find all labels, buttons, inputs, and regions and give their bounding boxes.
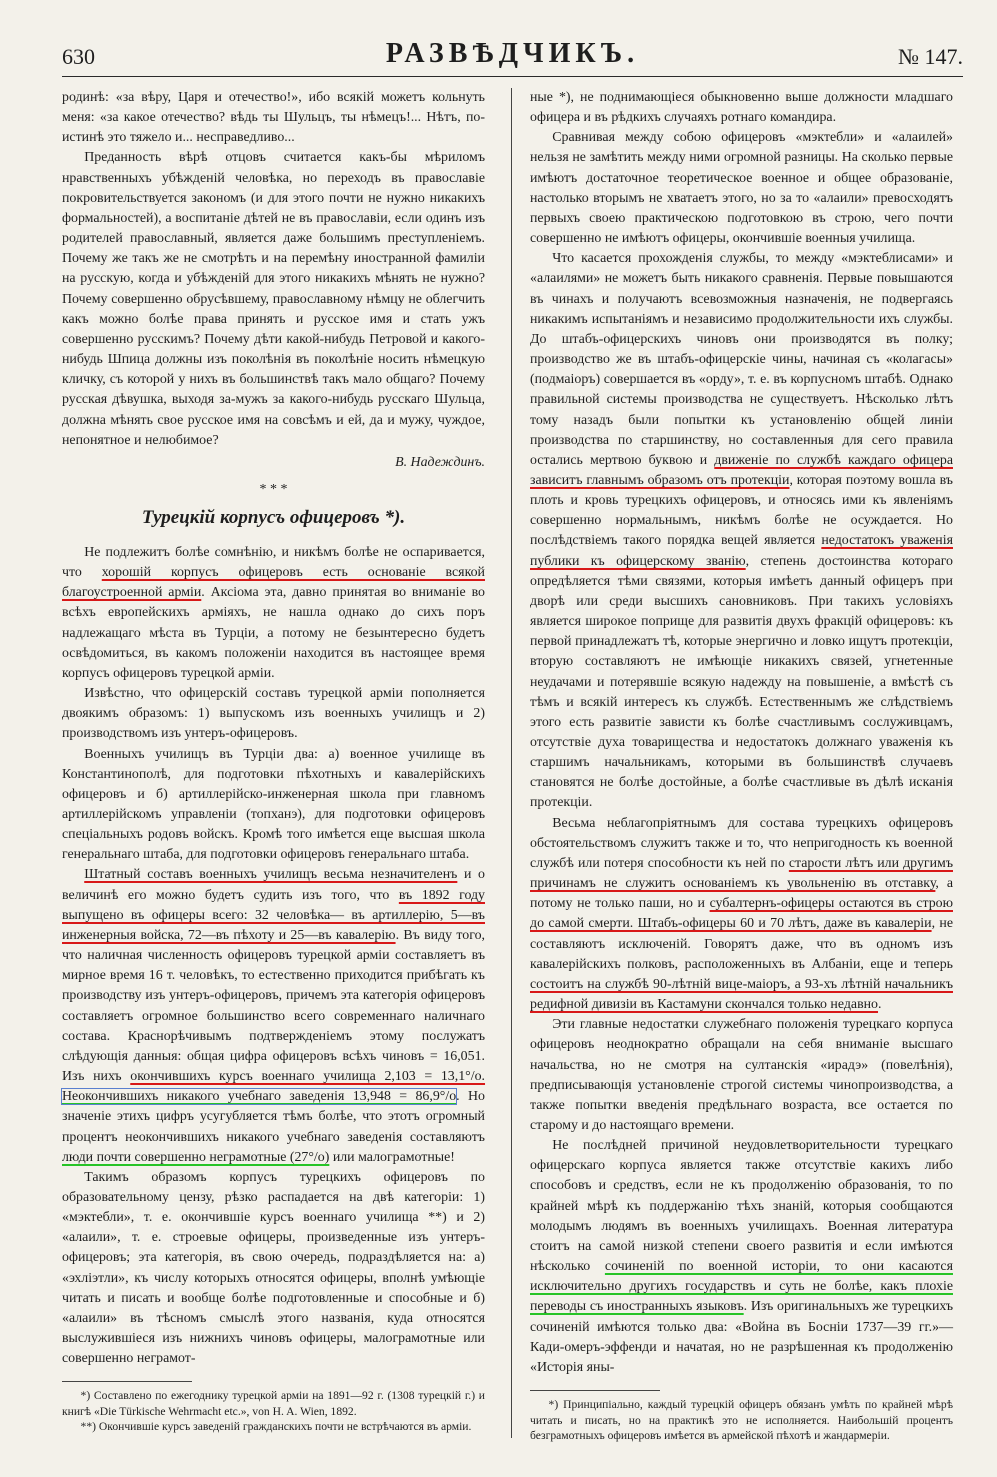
red-underline-highlight: состоитъ на службѣ 90-лѣтній вице-маіоръ, а 93-хъ лѣтній начальникъ редифной дивизіи въ Кастамуни скончался только недавно	[530, 976, 953, 1013]
paragraph: Штатный составъ военныхъ училищъ весьма незначителенъ и о величинѣ его можно будетъ судить изъ того, что въ 1892 году выпущено въ офицеры всего: 32 человѣка— въ артиллерію, 5—въ инженерныя войска, 72—въ пѣхоту и 25—въ кавалерію. Въ виду того, что наличная численность офицеровъ турецкой арміи составляетъ въ мирное время 16 т. человѣкъ, то естественно приходится прибѣгать къ производству изъ унтеръ-офицеровъ, причемъ эта категорія офицеровъ составляетъ огромное большинство всего современнаго наличнаго состава. Краснорѣчивымъ подтвержденіемъ этому послужатъ слѣдующія данныя: общая цифра офицеровъ всѣхъ чиновъ = 16,051. Изъ нихъ окончившихъ курсъ военнаго училища 2,103 = 13,1°/о. Неокончившихъ никакого учебнаго заведенія 13,948 = 86,9°/о. Но значеніе этихъ цифръ усугубляется тѣмъ болѣе, что этотъ огромный процентъ неокончившихъ никакого учебнаго заведенія составляютъ люди почти совершенно неграмотные (27°/о) или малограмотные!	[62, 867, 486, 1165]
footnote: *) Принципіально, каждый турецкій офицеръ обязанъ умѣть по крайней мѣрѣ читать и писать, но на практикѣ это не исполняется. Наибольшій процентъ безграмотныхъ офицеровъ имѣется въ армейской пѣхотѣ и жандармеріи.	[530, 1398, 953, 1442]
paragraph: Эти главные недостатки служебнаго положенія турецкаго корпуса офицеровъ неоднократно обращали на себя вниманіе высшаго начальства, но не смотря на султанскія «ирадэ» (повелѣнія), предписывающія установленіе строгой системы чинопроизводства, а также попытки введенія предѣльнаго возраста, все остается по старому и до настоящаго времени.	[530, 1017, 953, 1133]
paragraph: Весьма неблагопріятнымъ для состава турецкихъ офицеровъ обстоятельствомъ служитъ также и то, что непригодность къ военной службѣ или потеря способности къ ней по старости лѣтъ или другимъ причинамъ не служитъ основаніемъ къ увольненію въ отставку, а потому не только паши, но и субалтернъ-офицеры остаются въ строю до самой смерти. Штабъ-офицеры 60 и 70 лѣтъ, даже въ кавалеріи, не составляютъ исключеній. Говорятъ даже, что въ одномъ изъ кавалерійскихъ полковъ, расположенныхъ въ Албаніи, еще и теперь состоитъ на службѣ 90-лѣтній вице-маіоръ, а 93-хъ лѣтній начальникъ редифной дивизіи въ Кастамуни скончался только недавно.	[530, 815, 954, 1013]
issue-number: № 147.	[898, 44, 963, 69]
green-underline-highlight: люди почти совершенно неграмотные (27°/о)	[62, 1149, 330, 1165]
footnote-divider	[62, 1381, 192, 1382]
footnote: *) Составлено по ежегоднику турецкой арміи на 1891—92 г. (1308 турецкій г.) и книгѣ «Die Türkische Wehrmacht etc.», von H. A. Wien, 1892.	[62, 1389, 485, 1418]
right-column	[530, 88, 953, 1444]
column-divider	[511, 88, 512, 1438]
paragraph: Такимъ образомъ корпусъ турецкихъ офицеровъ по образовательному цензу, рѣзко распадается на двѣ категоріи: 1) «мэктебли», т. е. окончившіе курсъ военнаго училища **) и 2) «алаили», т. е. строевые офицеры, произведенные изъ унтеръ-офицеровъ; эта категорія, въ свою очередь, подраздѣляется на: а) «эхліэтли», къ числу которыхъ относятся офицеры, вполнѣ умѣющіе читать и писать и вообще болѣе подготовленные и способные и б) «алаили» въ тѣсномъ смыслѣ этого названія, куда относятся выслужившіеся изъ нижнихъ чиновъ офицеры, малограмотные или совершенно неграмот-	[62, 1169, 485, 1367]
page-header	[62, 36, 963, 77]
paragraph: Извѣстно, что офицерскій составъ турецкой арміи пополняется двоякимъ образомъ: 1) выпускомъ изъ военныхъ училищъ и 2) производствомъ изъ унтеръ-офицеровъ.	[62, 686, 485, 742]
red-underline-highlight: хорошій корпусъ офицеровъ есть основаніе всякой благоустроенной арміи	[62, 565, 485, 601]
journal-title: РАЗВѢДЧИКЪ.	[385, 38, 640, 69]
red-underline-highlight: субалтернъ-офицеры остаются въ строю до самой смерти. Штабъ-офицеры 60 и 70 лѣтъ, даже въ кавалеріи	[530, 896, 953, 932]
paragraph: Преданность вѣрѣ отцовъ считается какъ-бы мѣриломъ нравственныхъ убѣжденій человѣка, но переходъ въ православіе покровительствуется закономъ (и для этого почти не нужно никакихъ формальностей), а воспитаніе дѣтей не въ православіи, если одинъ изъ родителей православный, является даже большимъ преступленіемъ. Почему же такъ же не смотрѣть и на перемѣну иностранной фамиліи на русскую, когда и убѣжденій для этого никакихъ мѣнять не нужно? Почему совершенно обрусѣвшему, православному нѣмцу не облегчить какъ можно болѣе права принять и русское имя и стать ужъ совершенно русскимъ? Почему дѣти какой-нибудь Петровой и какого-нибудь Шпица должны изъ поколѣнія въ поколѣніе носить нѣмецкую кличку, съ которой у нихъ въ большинствѣ такъ мало общаго? Почему русская дѣвушка, выходя за-мужъ за какого-нибудь русскаго Шульца, должна мѣнять свое русское имя на совсѣмъ и ей, да и мужу, чуждое, непонятное и нелюбимое?	[62, 150, 485, 448]
green-underline-highlight: сочиненій по военной исторіи, то они касаются исключительно другихъ государствъ и суть не болѣе, какъ плохіе переводы съ иностранныхъ языковъ	[530, 1259, 953, 1315]
paragraph: Что касается прохожденія службы, то между «мэктеблисами» и «алаилями» не можетъ быть никакого сравненія. Первые повышаются въ чинахъ и получаютъ всевозможныя назначенія, не подвергаясь никакимъ испытаніямъ и независимо продолжительности ихъ службы. До штабъ-офицерскихъ чиновъ они производятся въ полку; производство же въ штабъ-офицерскіе чины, начиная съ «колагасы» (подмаіоръ) совершается въ «орду», т. е. въ корпусномъ штабѣ. Однако правильной системы производства не существуетъ. Нѣсколько лѣтъ тому назадъ были попытки къ установленію общей линіи производства по старшинству, но составленныя для сего правила остались мертвою буквою и движеніе по службѣ каждаго офицера зависитъ главнымъ образомъ отъ протекціи, которая поэтому вошла въ плоть и кровь турецкихъ офицеровъ, и относясь ими къ явленіямъ совершенно нормальнымъ, никѣмъ болѣе не осуждается. Но послѣдствіемъ такого порядка вещей является недостатокъ уваженія публики къ офицерскому званію, степень достоинства котораго опредѣляется тѣми связями, которыя имѣетъ данный офицеръ при дворѣ или среди высшихъ сановниковъ. При такихъ условіяхъ является широкое поприще для развитія двухъ фракцій офицеровъ: къ первой принадлежатъ тѣ, которые энергично и ловко ищутъ протекціи, вторую составляютъ не имѣющіе никакихъ связей, угнетенные неудачами и потерявшіе всякую надежду на повышеніе, а вмѣстѣ съ тѣмъ и всякій интересъ къ службѣ. Естественнымъ же слѣдствіемъ этого есть развитіе зависти къ болѣе счастливымъ сослуживцамъ, отсутствіе духа товарищества и недостатокъ должнаго уваженія къ старшимъ начальникамъ, которыми въ большинствѣ случаевъ становятся не болѣе достойные, а болѣе счастливые въ дѣлѣ исканія протекціи.	[530, 251, 953, 811]
section-divider: * * *	[259, 481, 288, 497]
footnote-divider	[530, 1390, 660, 1391]
red-underline-highlight: движеніе по службѣ каждаго офицера зависитъ главнымъ образомъ отъ протекціи	[530, 452, 953, 488]
red-underline-highlight: въ 1892 году выпущено въ офицеры всего: 32 человѣка— въ артиллерію, 5—въ инженерныя войска, 72—въ пѣхоту и 25—въ кавалерію	[62, 887, 485, 943]
article-title: Турецкій корпусъ офицеровъ *).	[141, 506, 406, 528]
paragraph: родинѣ: «за вѣру, Царя и отечество!», ибо всякій можетъ кольнуть меня: «за какое отечество? вѣдь ты Шульцъ, ты нѣмецъ!... Нѣтъ, по-истинѣ это тяжело и... несправедливо...	[62, 90, 485, 146]
left-column	[62, 88, 485, 1435]
paragraph: Не послѣдней причиной неудовлетворительности турецкаго офицерскаго корпуса является также отсутствіе какихъ либо способовъ и средствъ, если не къ продолженію образованія, то по крайней мѣрѣ къ поддержанію тѣхъ знаній, которыя сообщаются молодымъ людямъ въ военныхъ училищахъ. Военная литература стоитъ на самой низкой степени своего развитія и если имѣются нѣсколько сочиненій по военной исторіи, то они касаются исключительно другихъ государствъ и суть не болѣе, какъ плохіе переводы съ иностранныхъ языковъ. Изъ оригинальныхъ же турецкихъ сочиненій имѣются только два: «Война въ Босніи 1737—39 гг.»—Кади-омеръ-эффенди и начатая, но не разрѣшенная къ продолженію «Исторія яны-	[530, 1138, 953, 1375]
paragraph: ные *), не поднимающіеся обыкновенно выше должности младшаго офицера и въ рѣдкихъ случаяхъ ротнаго командира.	[530, 90, 953, 126]
author-signature: В. Надеждинъ.	[395, 454, 485, 470]
red-underline-highlight: недостатокъ уваженія публики къ офицерскому званію	[530, 533, 953, 569]
footnote: **) Окончившіе курсъ заведеній гражданскихъ почти не встрѣчаются въ арміи.	[80, 1420, 472, 1434]
paragraph: Сравнивая между собою офицеровъ «мэктебли» и «алаилей» нельзя не замѣтить между ними огромной разницы. На сколько первые имѣютъ достаточное теоретическое военное и общее образованіе, настолько вторымъ не хватаетъ этого, но за то «алаили» превосходятъ первыхъ своею практическою подготовкою въ строю, чего почти совершенно не имѣютъ офицеры, окончившіе военныя училища.	[530, 130, 953, 247]
green-underline-highlight: Неокончившихъ никакого учебнаго заведенія 13,948 = 86,9°/о	[62, 1089, 457, 1105]
red-underline-highlight: окончившихъ курсъ военнаго училища 2,103 = 13,1°/о.	[130, 1069, 486, 1085]
red-underline-highlight: Штатный составъ военныхъ училищъ весьма незначителенъ	[84, 867, 458, 883]
red-underline-highlight: старости лѣтъ или другимъ причинамъ не служитъ основаніемъ къ увольненію въ отставку	[530, 855, 953, 892]
page-number: 630	[62, 44, 95, 69]
paragraph: Военныхъ училищъ въ Турціи два: а) военное училище въ Константинополѣ, для подготовки пѣхотныхъ и кавалерійскихъ офицеровъ и б) артиллерійско-инженерная школа при главномъ артиллерійскомъ управленіи (топханэ), для подготовки офицеровъ спеціальныхъ родовъ войскъ. Кромѣ того имѣется еще высшая школа генеральнаго штаба, для подготовки офицеровъ генеральнаго штаба.	[62, 746, 485, 863]
paragraph: Не подлежитъ болѣе сомнѣнію, и никѣмъ болѣе не оспаривается, что хорошій корпусъ офицеровъ есть основаніе всякой благоустроенной арміи. Аксіома эта, давно принятая во вниманіе во всѣхъ европейскихъ арміяхъ, не нашла однако до сихъ поръ надлежащаго мѣста въ Турціи, а потому не безынтересно будетъ освѣдомиться, въ какомъ положеніи находится въ настоящее время корпусъ офицеровъ турецкой арміи.	[62, 544, 485, 681]
